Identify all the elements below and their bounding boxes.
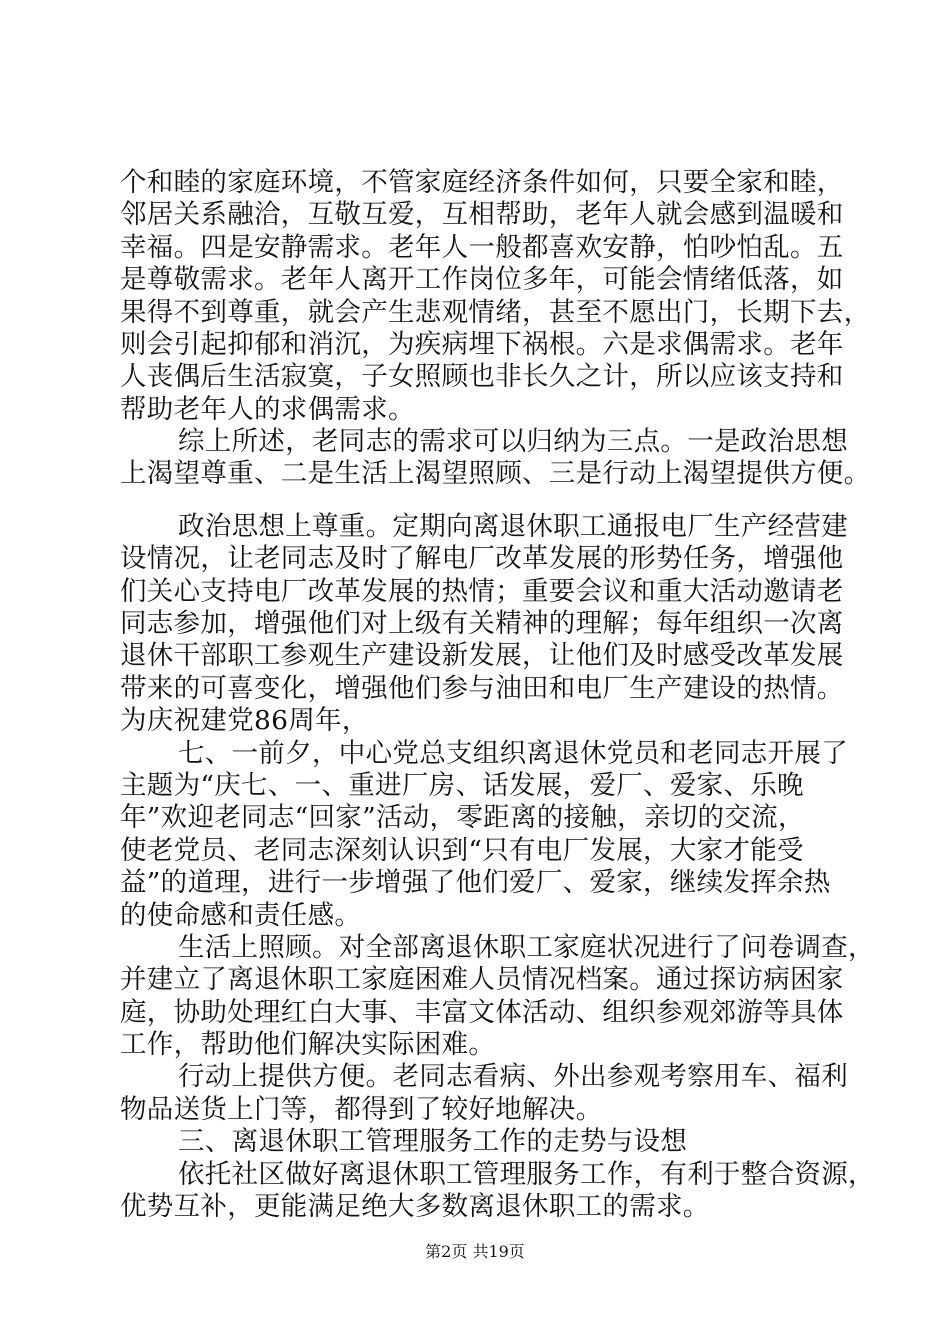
text-line: 使老党员、老同志深刻认识到“只有电厂发展，大家才能受	[120, 835, 804, 866]
text-line: 是尊敬需求。老年人离开工作岗位多年，可能会情绪低落，如	[120, 264, 844, 295]
text-line: 则会引起抑郁和消沉，为疾病埋下祸根。六是求偶需求。老年	[120, 329, 844, 360]
text-line: 邻居关系融洽，互敬互爱，互相帮助，老年人就会感到温暖和	[120, 199, 844, 230]
paragraph-start: 综上所述，老同志的需求可以归纳为三点。一是政治思想	[178, 426, 848, 457]
paragraph-start: 生活上照顾。对全部离退休职工家庭状况进行了问卷调查，	[178, 932, 875, 963]
text-line: 退休干部职工参观生产建设新发展，让他们及时感受改革发展	[120, 640, 844, 671]
text-line: 带来的可喜变化，增强他们参与油田和电厂生产建设的热情。	[120, 673, 844, 704]
text-line: 益”的道理，进行一步增强了他们爱厂、爱家，继续发挥余热	[120, 867, 831, 898]
text-line: 果得不到尊重，就会产生悲观情绪，甚至不愿出门，长期下去，	[120, 297, 871, 328]
paragraph-start: 七、一前夕，中心党总支组织离退休党员和老同志开展了	[178, 738, 848, 769]
text-line: 上渴望尊重、二是生活上渴望照顾、三是行动上渴望提供方便。	[120, 458, 871, 489]
text-line: 主题为“庆七、一、重进厂房、话发展，爱厂、爱家、乐晚	[120, 770, 804, 801]
text-line: 三、离退休职工管理服务工作的走势与设想	[178, 1126, 688, 1157]
text-line: 并建立了离退休职工家庭困难人员情况档案。通过探访病困家	[120, 964, 844, 995]
text-line: 为庆祝建党86周年，	[120, 705, 369, 736]
paragraph-start: 行动上提供方便。老同志看病、外出参观考察用车、福利	[178, 1061, 848, 1092]
text-line: 年”欢迎老同志“回家”活动，零距离的接触，亲切的交流，	[120, 802, 805, 833]
text-line: 同志参加，增强他们对上级有关精神的理解；每年组织一次离	[120, 608, 844, 639]
text-line: 依托社区做好离退休职工管理服务工作，有利于整合资源，	[178, 1159, 875, 1190]
text-line: 庭，协助处理红白大事、丰富文体活动、组织参观郊游等具体	[120, 997, 844, 1028]
text-line: 的使命感和责任感。	[120, 900, 362, 931]
paragraph-start: 政治思想上尊重。定期向离退休职工通报电厂生产经营建	[178, 511, 848, 542]
text-line: 幸福。四是安静需求。老年人一般都喜欢安静，怕吵怕乱。五	[120, 232, 844, 263]
text-line: 人丧偶后生活寂寞，子女照顾也非长久之计，所以应该支持和	[120, 361, 844, 392]
text-line: 工作，帮助他们解决实际困难。	[120, 1029, 496, 1060]
text-line: 个和睦的家庭环境，不管家庭经济条件如何，只要全家和睦，	[120, 167, 844, 198]
text-line: 设情况，让老同志及时了解电厂改革发展的形势任务，增强他	[120, 543, 844, 574]
text-line: 们关心支持电厂改革发展的热情；重要会议和重大活动邀请老	[120, 576, 844, 607]
text-line: 优势互补，更能满足绝大多数离退休职工的需求。	[120, 1191, 710, 1222]
text-line: 物品送货上门等，都得到了较好地解决。	[120, 1094, 603, 1125]
text-line: 帮助老年人的求偶需求。	[120, 394, 415, 425]
page-number-footer: 第2页 共19页	[425, 1242, 525, 1261]
